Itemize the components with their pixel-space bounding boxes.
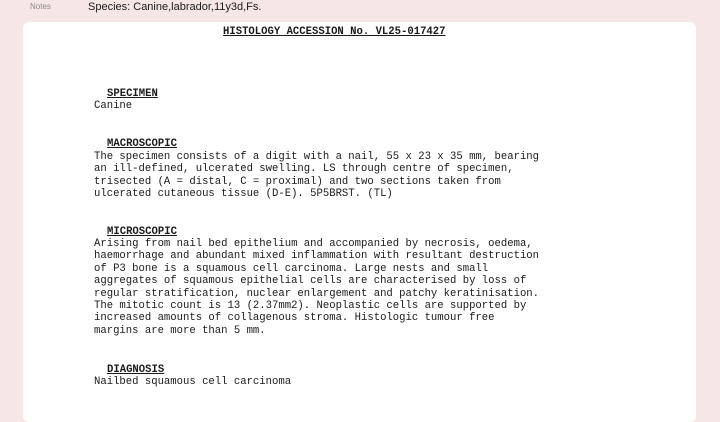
macroscopic-body: The specimen consists of a digit with a nail, 55 x 23 x 35 mm, bearing an ill-defined, ulcerated swelling. LS through centre of specimen, trisected (A = distal, C = proximal) and two sections taken from ulcerated cutaneous tissue (D-E). 5P5BRST. (TL) — [94, 151, 540, 201]
microscopic-body: Arising from nail bed epithelium and accompanied by necrosis, oedema, haemorrhage and abundant mixed inflammation with resultant destruction of P3 bone is a squamous cell carcinoma. Large nests and small aggregates of squamous epithelial cells are characterised by loss of regular stratification, nuclear enlargement and patchy keratinisation. The mitotic count is 13 (2.37mm2). Neoplastic cells are supported by increased amounts of collagenous stroma. Histologic tumour free margins are more than 5 mm. — [94, 238, 540, 337]
specimen-heading: SPECIMEN — [107, 88, 158, 100]
specimen-body: Canine — [94, 100, 133, 112]
report-document — [23, 22, 696, 422]
diagnosis-heading: DIAGNOSIS — [107, 364, 165, 376]
notes-value[interactable]: Species: Canine,labrador,11y3d,Fs. — [88, 1, 262, 13]
macroscopic-heading: MACROSCOPIC — [107, 138, 177, 150]
notes-label: Notes — [30, 2, 51, 11]
report-title: HISTOLOGY ACCESSION No. VL25-017427 — [223, 26, 446, 38]
notes-bar — [0, 0, 720, 18]
diagnosis-body: Nailbed squamous cell carcinoma — [94, 376, 292, 388]
microscopic-heading: MICROSCOPIC — [107, 226, 177, 238]
